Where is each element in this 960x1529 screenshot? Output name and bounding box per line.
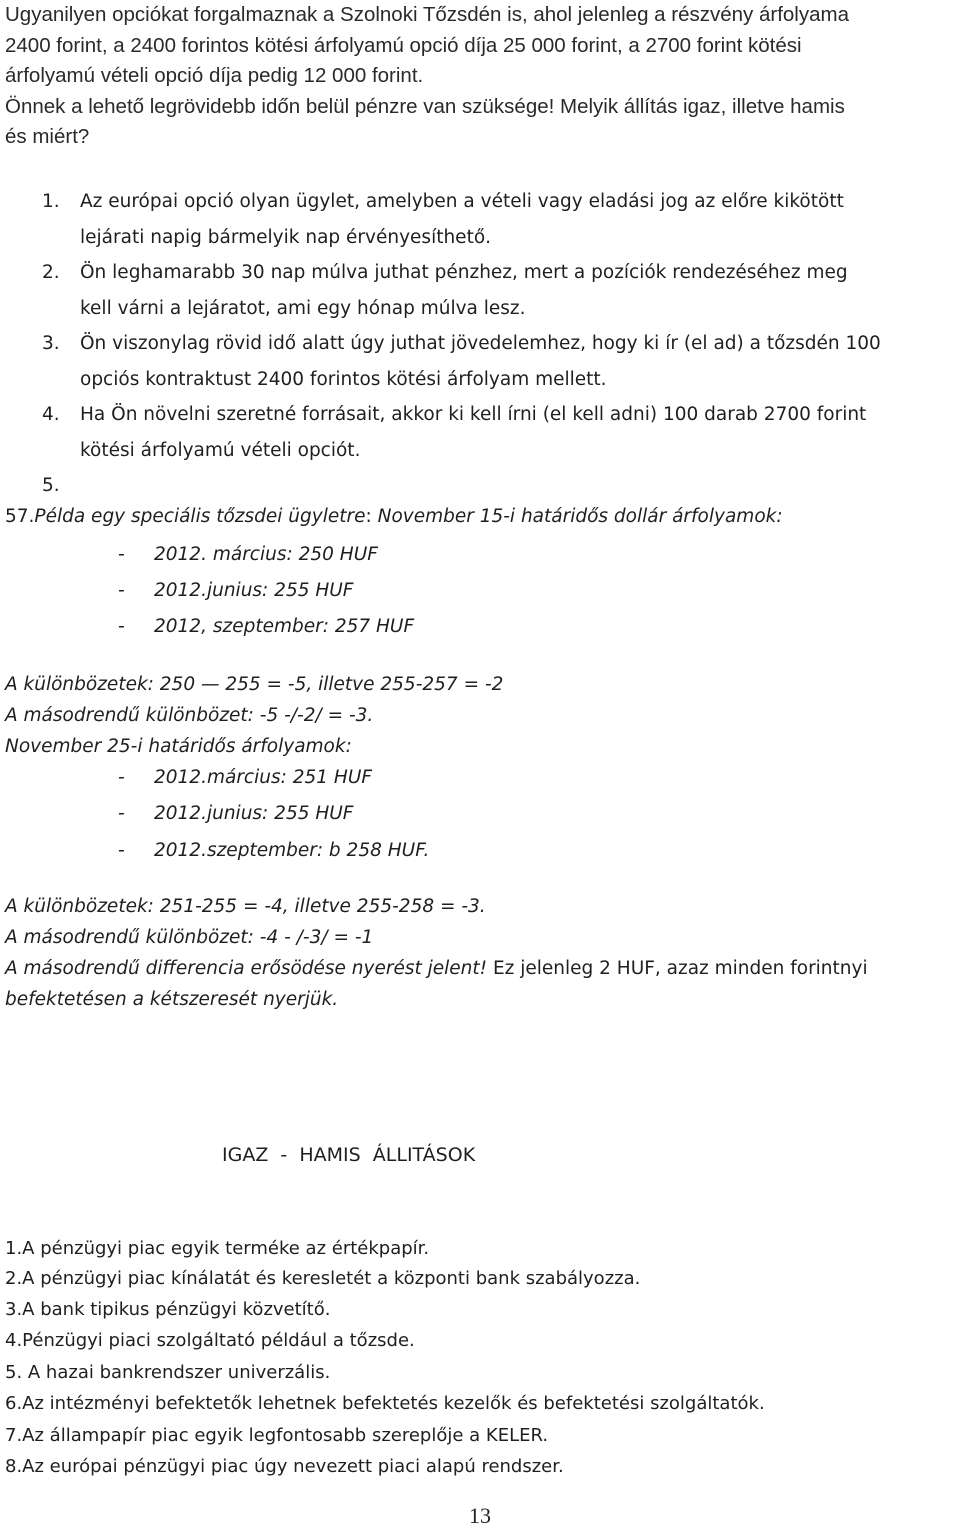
rate-item: [118, 616, 414, 637]
option-text: Ön leghamarabb 30 nap múlva juthat pénzhez, mert a pozíciók rendezéséhez meg: [80, 262, 848, 283]
difference-line: A különbözetek: 250 — 255 = -5, illetve 255-257 = -2: [5, 674, 504, 695]
list-dash: -: [118, 616, 125, 637]
november-25-heading: November 25-i határidős árfolyamok:: [5, 736, 352, 757]
example-heading: [5, 506, 783, 527]
intro-line: és miért?: [5, 125, 90, 148]
statement-item: 3.A bank tipikus pénzügyi közvetítő.: [5, 1299, 331, 1320]
intro-line: 2400 forint, a 2400 forintos kötési árfolyamú opció díja 25 000 forint, a 2700 forint kötési: [5, 33, 802, 57]
list-dash: -: [118, 840, 125, 861]
gain-statement: A másodrendű differencia erősödése nyerést jelent!: [5, 958, 488, 979]
option-text: lejárati napig bármelyik nap érvényesíthető.: [80, 227, 492, 248]
option-text: Az európai opció olyan ügylet, amelyben a vételi vagy eladási jog az előre kikötött: [80, 191, 844, 212]
rate-text: 2012.szeptember: b 258 HUF.: [154, 840, 430, 861]
example-number: 57.: [5, 506, 35, 527]
option-text: opciós kontraktust 2400 forintos kötési árfolyam mellett.: [80, 369, 607, 390]
rate-item: [118, 803, 353, 824]
example-colon: :: [365, 506, 372, 527]
option-number: 4.: [42, 404, 60, 425]
statement-item: 4.Pénzügyi piaci szolgáltató például a tőzsde.: [5, 1330, 415, 1351]
rate-item: [118, 767, 372, 788]
list-dash: -: [118, 767, 125, 788]
page-number: 13: [469, 1503, 491, 1528]
statement-item: 5. A hazai bankrendszer univerzális.: [5, 1362, 331, 1383]
rate-text: 2012.március: 251 HUF: [154, 767, 372, 788]
example-title: Példa egy speciális tőzsdei ügyletre: [34, 506, 366, 527]
option-number: 1.: [42, 191, 60, 212]
second-order-difference: A másodrendű különbözet: -4 - /-3/ = -1: [5, 927, 374, 948]
option-number: 2.: [42, 262, 60, 283]
intro-line: Ugyanilyen opciókat forgalmaznak a Szolnoki Tőzsdén is, ahol jelenleg a részvény árfolyama: [5, 3, 849, 26]
statement-item: 6.Az intézményi befektetők lehetnek befektetés kezelők és befektetési szolgáltatók.: [5, 1393, 765, 1414]
statement-item: 7.Az állampapír piac egyik legfontosabb szereplője a KELER.: [5, 1425, 549, 1446]
option-number: 5.: [42, 475, 60, 496]
option-text: Ön viszonylag rövid idő alatt úgy juthat jövedelemhez, hogy ki ír (el ad) a tőzsdén 100: [80, 333, 881, 354]
section-title: IGAZ - HAMIS ÁLLITÁSOK: [222, 1144, 476, 1166]
second-order-difference: A másodrendű különbözet: -5 -/-2/ = -3.: [5, 705, 374, 726]
intro-line: Önnek a lehető legrövidebb időn belül pénzre van szüksége! Melyik állítás igaz, illetve hamis: [5, 94, 845, 118]
difference-line: A különbözetek: 251-255 = -4, illetve 255-258 = -3.: [5, 896, 486, 917]
option-text: Ha Ön növelni szeretné forrásait, akkor ki kell írni (el kell adni) 100 darab 2700 forint: [80, 404, 867, 425]
statement-item: 8.Az európai pénzügyi piac úgy nevezett piaci alapú rendszer.: [5, 1456, 564, 1477]
option-text: kell várni a lejáratot, ami egy hónap múlva lesz.: [80, 298, 526, 319]
example-subtitle: November 15-i határidős dollár árfolyamok:: [371, 506, 783, 527]
list-dash: -: [118, 580, 125, 601]
option-text: kötési árfolyamú vételi opciót.: [80, 440, 361, 461]
option-number: 3.: [42, 333, 60, 354]
rate-text: 2012.junius: 255 HUF: [154, 803, 354, 824]
gain-explanation: Ez jelenleg 2 HUF, azaz minden forintnyi: [487, 958, 868, 979]
rate-item: [118, 840, 429, 861]
rate-text: 2012, szeptember: 257 HUF: [154, 616, 415, 637]
statement-item: 1.A pénzügyi piac egyik terméke az értékpapír.: [5, 1238, 430, 1259]
list-dash: -: [118, 803, 125, 824]
intro-paragraph: [5, 0, 955, 153]
list-dash: -: [118, 544, 125, 565]
intro-line: árfolyamú vételi opció díja pedig 12 000 forint.: [5, 64, 424, 87]
rate-item: [118, 544, 378, 565]
gain-line: [5, 958, 868, 979]
gain-conclusion: befektetésen a kétszeresét nyerjük.: [5, 989, 339, 1010]
rate-text: 2012.junius: 255 HUF: [154, 580, 354, 601]
rate-text: 2012. március: 250 HUF: [154, 544, 378, 565]
rate-item: [118, 580, 353, 601]
statement-item: 2.A pénzügyi piac kínálatát és keresletét a központi bank szabályozza.: [5, 1268, 641, 1289]
